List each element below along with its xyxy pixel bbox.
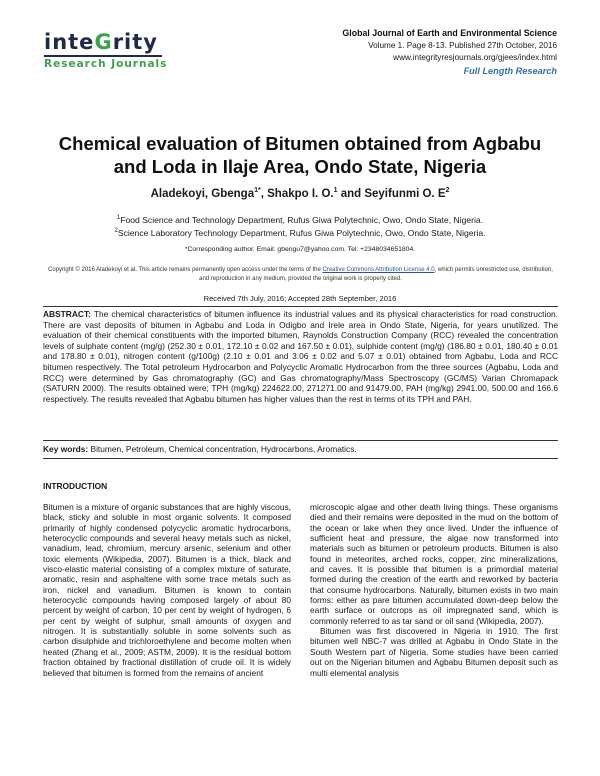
body-column-left xyxy=(43,502,291,678)
journal-title: Global Journal of Earth and Environmental Science xyxy=(342,28,557,38)
abstract: ABSTRACT: The chemical characteristics of bitumen influence its industrial values and its physical characteristics for road construction. There are vast deposits of bitumen in Agbabu and Loda in Odigbo and Irele area in Ondo State, Nigeria, for years unutilized. The evaluation of their chemical constituents with the imported bitumen, Raynolds Construction Company (RCC) revealed the concentration levels of sulphate content (mg/g) (252.30 ± 0.01, 172.10 ± 0.02 and 167.50 ± 0.01), sulphide content (mg/g) (186.80 ± 0.01, 180.40 ± 0.01 and 178.80 ± 0.01), nitrogen content (g/100g) (2.10 ± 0.01 and 3.06 ± 0.02 and 5.07 ± 0.01) obtained from Agbabu, Loda and RCC bitumen respectively. The Total petroleum Hydrocarbon and Polycyclic Aromatic Hydrocarbon from the three sources (Agbabu, Loda and RCC) were determined by Gas chromatography (GC) and Gas chromatography/Mass Spectroscopy (GC/MS) Varian Chromapack (SATURN 2000). The results obtained were; TPH (mg/kg) 224622.00, 271271.00 and 91479.00, PAH (mg/kg) 2941.00, 500.00 and 166.6 respectively. The results revealed that Agbabu bitumen has higher values than the rest in terms of its TPH and PAH. xyxy=(43,309,558,404)
journal-volume: Volume 1. Page 8-13. Published 27th October, 2016 xyxy=(368,40,557,50)
affiliation-1: $^1$Food Science and Technology Department, Rufus Giwa Polytechnic, Owo, Ondo State, Nigeria. xyxy=(116,214,484,225)
received-dates: Received 7th July, 2016; Accepted 28th September, 2016 xyxy=(203,294,397,303)
license-link[interactable]: Creative Commons Attribution License 4.0 xyxy=(322,267,435,273)
keywords: Key words: Bitumen, Petroleum, Chemical concentration, Hydrocarbons, Aromatics. xyxy=(43,444,357,454)
paragraph: Bitumen was first discovered in Nigeria in 1910. The first bitumen well NBC-7 was drilled at Agbabu in Ondo State in the South Western part of Nigeria. Some studies have been carried out on the Nigerian bitumen and Agbabu Bitumen deposit such as multi elemental analysis xyxy=(310,626,558,678)
journal-logo xyxy=(44,30,168,78)
logo-rule xyxy=(44,55,162,57)
logo-wordmark: inteGrity xyxy=(44,30,158,54)
article-type: Full Length Research xyxy=(463,65,557,76)
corresponding-author: *Corresponding author. Email: gbengu7@yahoo.com. Tel: +2348034651804. xyxy=(184,246,416,253)
divider-mid xyxy=(43,440,558,441)
paragraph: microscopic algae and other death living things. These organisms died and their remains were deposited in the mud on the bottom of the ocean or lake when they once lived. Under the influence of sufficient heat and pressure, the algae now transformed into materials such as bitumen or petroleum products. Bitumen is also found in meteorites, arched rocks, copper, zinc mineralizations, and caves. It is possible that bitumen is a primordial material formed during the creation of the earth and reworked by bacteria that consume hydrocarbons. Naturally, bitumen exists in two main forms: either as pare bitumen accumulated down-deep below the earth surface or outcrops as oil impregnated sand, which is commonly referred to as tar sand or oil sand (Wikipedia, 2007). xyxy=(310,502,558,626)
author-list: Aladekoyi, Gbenga$^{1*}$, Shakpo I. O.$^1$ and Seyifunmi O. $E^2$ xyxy=(150,187,450,200)
logo-subtitle: Research Journals xyxy=(44,58,168,70)
divider-top xyxy=(43,306,558,307)
paragraph: Bitumen is a mixture of organic substances that are highly viscous, black, sticky and soluble in most organic solvents. It composed primarily of highly condensed polycyclic aromatic hydrocarbons, heterocyclic compounds and several heavy metals such as nickel, vanadium, lead, chromium, mercury arsenic, selenium and other toxic elements (Wikipedia, 2007). Bitumen is a thick, black and visco-elastic material consisting of a complex mixture of saturate, aromatic, resin and asphaltene with some trace metals such as iron, nickel and vanadium. Bitumen is known to contain heterocyclic compounds having composed largely of about 80 percent by weight of carbon, 10 per cent by weight of hydrogen, 6 per cent by weight of sulphur, small amounts of oxygen and nitrogen. It is substantially soluble in some solvents such as carbon disulphide and trichloroethylene and become molten when heated (Zhang et al., 2009; ASTM, 2009). It is the residual bottom fraction obtained by fractional distillation of crude oil. It is widely believed that bitumen is formed from the remains of ancient xyxy=(43,502,291,678)
copyright-notice: Copyright © 2016 Aladekoyi et al. This article remains permanently open access under the terms of the Creative Commons Attribution License 4.0, which permits unrestricted use, distribution, and reproduction in any medium, provided the original work is properly cited. xyxy=(48,267,553,282)
introduction-heading: INTRODUCTION xyxy=(43,481,108,491)
affiliations xyxy=(40,213,560,239)
body-column-right xyxy=(310,502,558,678)
journal-header xyxy=(342,27,557,77)
paper-title: Chemical evaluation of Bitumen obtained from Agbabu and Loda in Ilaje Area, Ondo State, Nigeria xyxy=(58,133,542,177)
divider-bottom xyxy=(43,458,558,459)
affiliation-2: $^2$Science Laboratory Technology Department, Rufus Giwa Polytechnic, Owo, Ondo State, Nigeria. xyxy=(114,227,486,238)
journal-url[interactable]: www.integrityresjournals.org/gjees/index.html xyxy=(393,53,557,62)
